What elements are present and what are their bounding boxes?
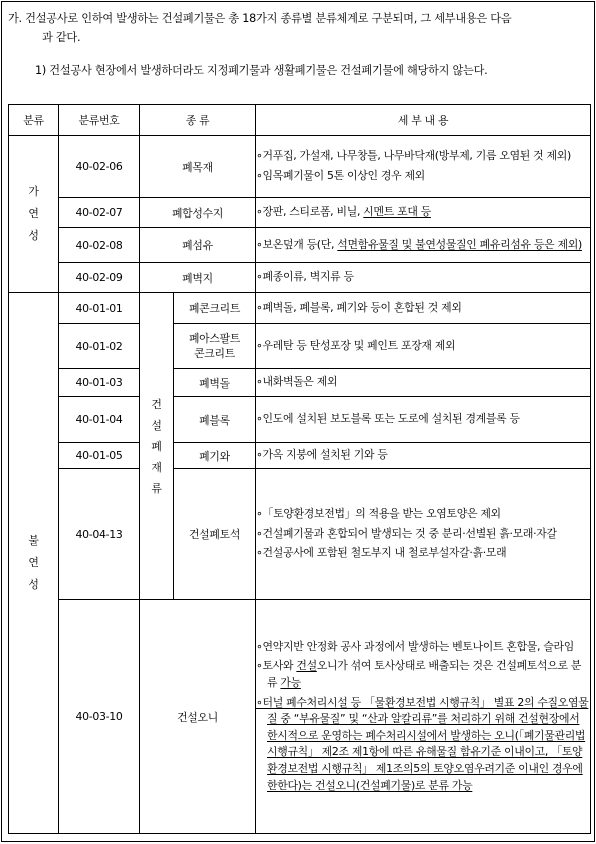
table-row [9, 324, 591, 369]
header-type: 종 류 [140, 105, 256, 136]
row-code: 40-01-02 [59, 324, 140, 369]
table-row [9, 136, 591, 198]
row-details: ∘「토양환경보전법」의 적용을 받는 오염토양은 제외 ∘건설폐기물과 혼합되어 발생되는 것 중 분리·선별된 흙·모래·자갈 ∘건설공사에 포함된 철도부지 내 철로부설자갈·흙·모래 [256, 469, 591, 600]
row-code: 40-02-06 [59, 136, 140, 198]
row-code: 40-02-09 [59, 263, 140, 293]
category-flammable: 가 연 성 [9, 136, 59, 293]
row-code: 40-01-01 [59, 293, 140, 324]
intro-line-1: 가. 건설공사로 인하여 발생하는 건설폐기물은 총 18가지 종류별 분류체계로 구분되며, 그 세부내용은 다음 [8, 12, 512, 25]
table-row [9, 443, 591, 469]
row-code: 40-01-03 [59, 369, 140, 397]
row-type: 폐아스팔트 콘크리트 [174, 324, 256, 369]
row-details: ∘가옥 지붕에 설치된 기와 등 [256, 443, 591, 469]
row-type: 폐블록 [174, 397, 256, 443]
intro-line-1-continued: 과 같다. [42, 31, 81, 44]
header-category: 분류 [9, 105, 59, 136]
table-header-row [9, 105, 591, 136]
row-code: 40-03-10 [59, 600, 140, 834]
row-details: ∘우레탄 등 탄성포장 및 페인트 포장재 제외 [256, 324, 591, 369]
header-details: 세 부 내 용 [256, 105, 591, 136]
table-row [9, 600, 591, 834]
row-code: 40-02-08 [59, 228, 140, 263]
row-details: ∘내화벽돌은 제외 [256, 369, 591, 397]
table-row [9, 369, 591, 397]
row-code: 40-02-07 [59, 198, 140, 228]
row-type: 폐기와 [174, 443, 256, 469]
row-type: 폐목재 [140, 136, 256, 198]
table-row [9, 198, 591, 228]
row-type: 폐콘크리트 [174, 293, 256, 324]
intro-note: 1) 건설공사 현장에서 발생하더라도 지정폐기물과 생활폐기물은 건설폐기물에 해당하지 않는다. [35, 64, 488, 77]
table-row [9, 263, 591, 293]
row-code: 40-01-05 [59, 443, 140, 469]
table-row [9, 293, 591, 324]
table-row [9, 397, 591, 443]
table-row [9, 469, 591, 600]
row-details: ∘폐벽돌, 폐블록, 폐기와 등이 혼합된 것 제외 [256, 293, 591, 324]
row-type: 폐섬유 [140, 228, 256, 263]
document-page [1, 1, 595, 842]
row-details: ∘폐종이류, 벽지류 등 [256, 263, 591, 293]
row-type: 폐벽지 [140, 263, 256, 293]
intro-paragraph [8, 9, 588, 47]
table-row [9, 228, 591, 263]
waste-classification-table [8, 104, 591, 834]
subcategory-construction-waste: 건 설 폐 재 류 [140, 293, 174, 600]
row-type: 폐합성수지 [140, 198, 256, 228]
header-code: 분류번호 [59, 105, 140, 136]
row-details: ∘연약지반 안정화 공사 과정에서 발생하는 벤토나이트 혼합물, 슬라임 ∘토사와 건설오니가 섞여 토사상태로 배출되는 것은 건설폐토석으로 분류 가능 ∘터널 폐수처리시설 등 「물환경보전법 시행규칙」 별표 2의 수질오염물질 중 “부유물질” 및 “산과 알칼리류”를 처리하기 위해 건설현장에서 한시적으로 운영하는 폐수처리시설에서 발생하는 오니(「폐기물관리법 시행규칙」 제2조 제1항에 따른 유해물질 함유기준 이내이고, 「토양환경보전법 시행규칙」 제1조의5의 토양오염우려기준 이내인 경우에 한한다)는 건설오니(건설폐기물)로 분류 가능 [256, 600, 591, 834]
row-details: ∘보온덮개 등(단, 석면함유물질 및 불연성물질인 폐유리섬유 등은 제외) [256, 228, 591, 263]
row-type: 건설오니 [140, 600, 256, 834]
category-nonflammable: 불 연 성 [9, 293, 59, 834]
row-details: ∘장판, 스티로폼, 비닐, 시멘트 포대 등 [256, 198, 591, 228]
row-details: ∘거푸집, 가설재, 나무창틀, 나무바닥재(방부제, 기름 오염된 것 제외) ∘임목폐기물이 5톤 이상인 경우 제외 [256, 136, 591, 198]
row-details: ∘인도에 설치된 보도블록 또는 도로에 설치된 경계블록 등 [256, 397, 591, 443]
row-code: 40-01-04 [59, 397, 140, 443]
row-type: 건설폐토석 [174, 469, 256, 600]
row-code: 40-04-13 [59, 469, 140, 600]
row-type: 폐벽돌 [174, 369, 256, 397]
